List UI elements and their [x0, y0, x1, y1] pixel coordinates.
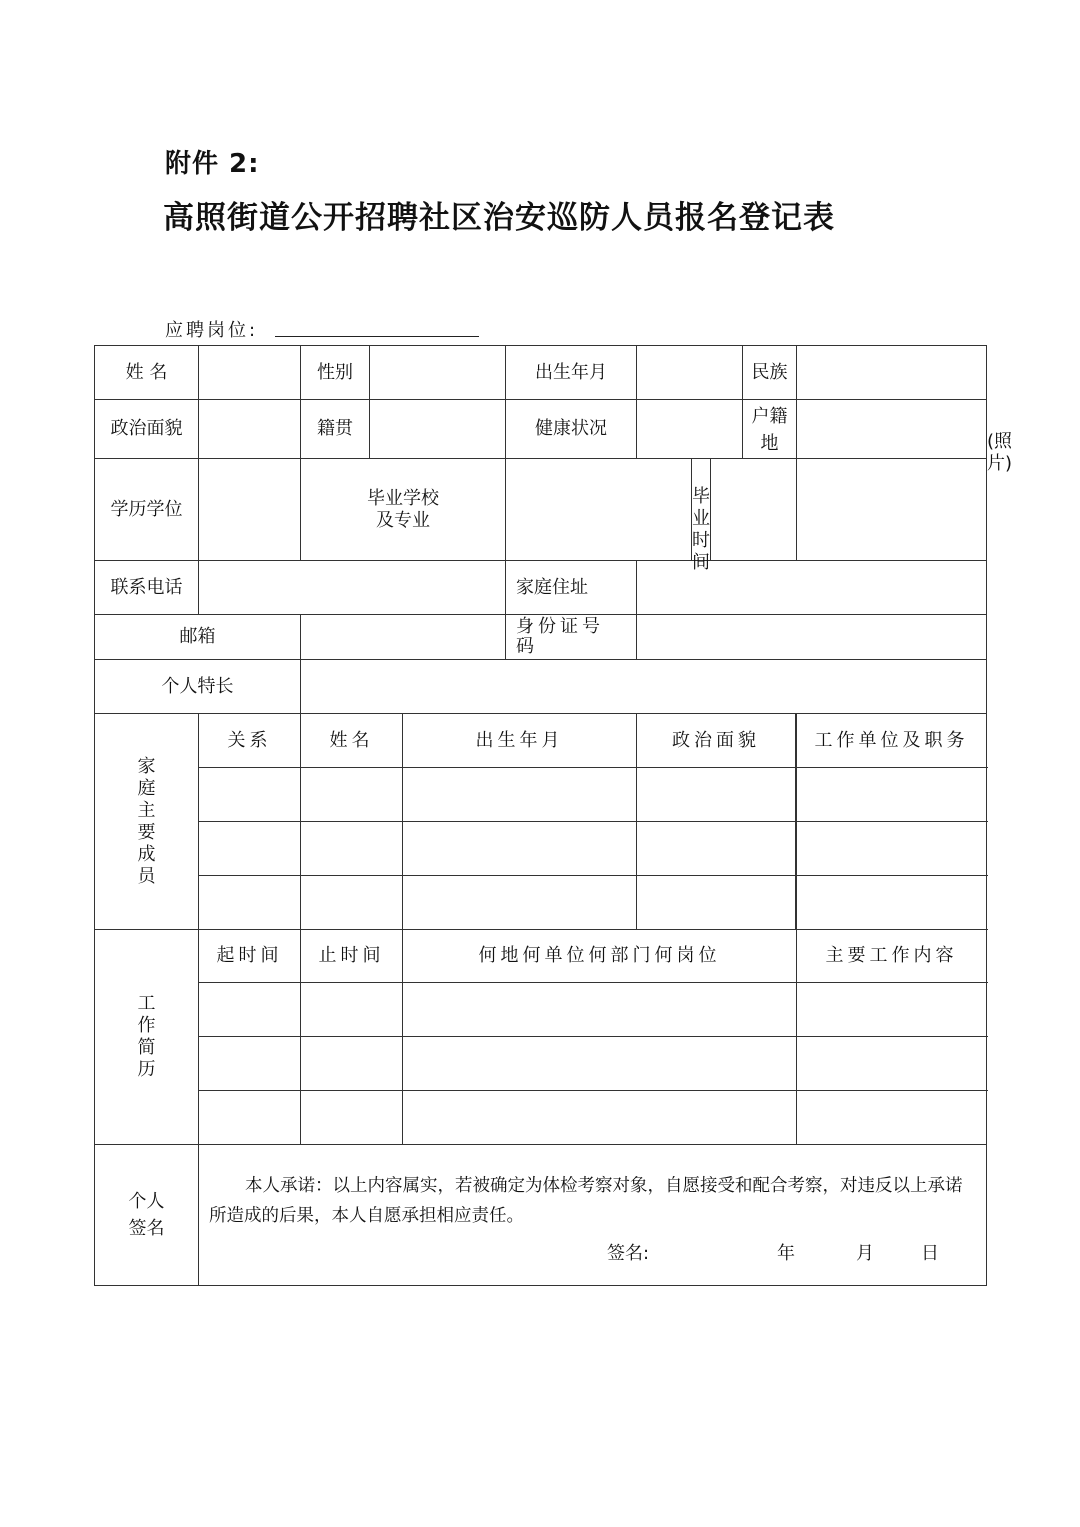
family-cell[interactable]	[301, 768, 403, 822]
family-char: 主	[137, 799, 156, 821]
gender-field[interactable]	[370, 346, 506, 400]
work-cell[interactable]	[403, 983, 797, 1037]
email-label: 邮箱	[95, 615, 301, 660]
work-cell[interactable]	[301, 1037, 403, 1091]
work-cell[interactable]	[199, 983, 301, 1037]
household-label-line2: 地	[760, 433, 779, 454]
birth-label: 出生年月	[506, 346, 637, 400]
work-header-start: 起时间	[199, 930, 301, 983]
sign-month: 月	[856, 1243, 874, 1264]
work-header-content: 主要工作内容	[797, 930, 987, 983]
family-section-label	[95, 714, 199, 930]
political-field[interactable]	[199, 400, 301, 459]
ethnicity-label: 民族	[751, 362, 788, 383]
work-cell[interactable]	[403, 1091, 797, 1145]
idcard-label	[506, 615, 637, 660]
family-char: 成	[137, 843, 156, 865]
position-input-line[interactable]	[275, 336, 479, 337]
work-char: 工	[137, 993, 156, 1014]
signature-label-line1: 个人	[128, 1191, 165, 1212]
grad-label	[692, 459, 710, 573]
family-cell[interactable]	[199, 768, 301, 822]
native-label: 籍贯	[301, 400, 370, 459]
family-cell[interactable]	[797, 822, 987, 876]
family-cell[interactable]	[797, 768, 987, 822]
sign-year: 年	[777, 1243, 795, 1264]
birth-field[interactable]	[637, 346, 743, 399]
sign-day: 日	[921, 1243, 939, 1264]
email-field[interactable]	[301, 615, 506, 660]
page-title: 高照街道公开招聘社区治安巡防人员报名登记表	[163, 200, 835, 236]
family-cell[interactable]	[403, 876, 637, 930]
idcard-field[interactable]	[637, 615, 987, 660]
work-cell[interactable]	[301, 983, 403, 1037]
family-header-birth: 出生年月	[403, 714, 637, 768]
idcard-label-line1: 身份证号	[516, 616, 604, 637]
family-cell[interactable]	[199, 822, 301, 876]
school-label-line2: 及专业	[376, 509, 430, 531]
work-cell[interactable]	[797, 1037, 987, 1091]
family-header-work: 工作单位及职务	[797, 714, 987, 768]
household-label	[743, 400, 796, 458]
signature-section-label	[95, 1145, 199, 1286]
family-cell[interactable]	[637, 876, 796, 929]
signature-label-line2: 签名	[128, 1218, 165, 1239]
work-cell[interactable]	[301, 1091, 403, 1145]
family-char: 庭	[137, 777, 156, 799]
idcard-label-line2: 码	[516, 636, 534, 657]
phone-field[interactable]	[199, 561, 506, 615]
grad-label-line2: 时间	[692, 530, 710, 573]
household-label-line1: 户籍	[751, 406, 788, 427]
political-label: 政治面貌	[95, 400, 199, 459]
address-label: 家庭住址	[506, 561, 637, 615]
education-label: 学历学位	[95, 459, 199, 561]
registration-form: 姓 名 性别 出生年月 民族 (照片) 政治面貌 籍贯 健康状况 户籍 地 学历学位 毕业学校 及专业 毕业 时间 联系电话 家庭住址 邮箱 身份证号 码 个人特长 家 庭 主 要 成 员 关系 姓名 出生年月 政治面貌 工作单位及职务 工 作 简 历 起时间 止时间 何地何单位何部门何岗位 主要工作内容 个人 签名 本人承诺：以上内容属实，若被确定为体检考察对象，自愿接受和配合考察，对违反以上承诺所造成的后果，本人自愿承担相应责任。 签名: 年 月 日	[94, 345, 987, 1286]
family-char: 要	[137, 821, 156, 843]
education-field[interactable]	[199, 459, 301, 561]
skills-field[interactable]	[301, 660, 987, 714]
family-cell[interactable]	[403, 768, 637, 822]
family-cell[interactable]	[637, 768, 796, 821]
gender-label: 性别	[301, 346, 370, 400]
work-cell[interactable]	[797, 1091, 987, 1145]
school-label	[301, 459, 506, 561]
family-header-split	[637, 714, 796, 767]
family-header-name: 姓名	[301, 714, 403, 768]
work-cell[interactable]	[797, 983, 987, 1037]
health-household-split	[637, 400, 796, 458]
family-char: 家	[137, 755, 156, 777]
school-grad-split	[506, 459, 710, 573]
family-cell[interactable]	[403, 822, 637, 876]
work-header-end: 止时间	[301, 930, 403, 983]
school-label-line1: 毕业学校	[367, 487, 439, 509]
family-cell[interactable]	[301, 876, 403, 930]
school-field[interactable]	[506, 459, 692, 560]
work-section-label	[95, 930, 199, 1145]
native-field[interactable]	[370, 400, 506, 459]
family-header-relation: 关系	[199, 714, 301, 768]
work-header-place: 何地何单位何部门何岗位	[403, 930, 797, 983]
ethnicity-field[interactable]	[797, 346, 987, 400]
sign-label: 签名:	[607, 1243, 650, 1264]
phone-label: 联系电话	[95, 561, 199, 615]
family-header-political: 政治面貌	[637, 714, 796, 767]
attachment-label: 附件 2:	[165, 149, 260, 179]
birth-ethnicity-split	[637, 346, 796, 399]
address-field[interactable]	[637, 561, 987, 615]
work-char: 历	[137, 1059, 156, 1080]
family-cell[interactable]	[797, 876, 987, 930]
signature-row	[199, 1239, 986, 1269]
family-cell[interactable]	[199, 876, 301, 930]
grad-field[interactable]	[711, 459, 797, 561]
pledge-text: 本人承诺：以上内容属实，若被确定为体检考察对象，自愿接受和配合考察，对违反以上承诺所造成的后果，本人自愿承担相应责任。	[209, 1176, 963, 1226]
family-cell[interactable]	[637, 822, 796, 875]
name-label: 姓 名	[95, 346, 199, 400]
work-char: 作	[137, 1015, 156, 1036]
work-cell[interactable]	[403, 1037, 797, 1091]
household-field[interactable]	[797, 400, 987, 459]
position-label: 应聘岗位:	[165, 320, 259, 341]
family-cell[interactable]	[301, 822, 403, 876]
family-char: 员	[137, 865, 156, 887]
skills-label: 个人特长	[95, 660, 301, 714]
work-cell[interactable]	[199, 1091, 301, 1145]
work-char: 简	[137, 1037, 156, 1058]
health-field[interactable]	[637, 400, 743, 458]
name-field[interactable]	[199, 346, 301, 400]
grad-label-line1: 毕业	[692, 486, 710, 529]
work-cell[interactable]	[199, 1037, 301, 1091]
health-label: 健康状况	[506, 400, 637, 459]
